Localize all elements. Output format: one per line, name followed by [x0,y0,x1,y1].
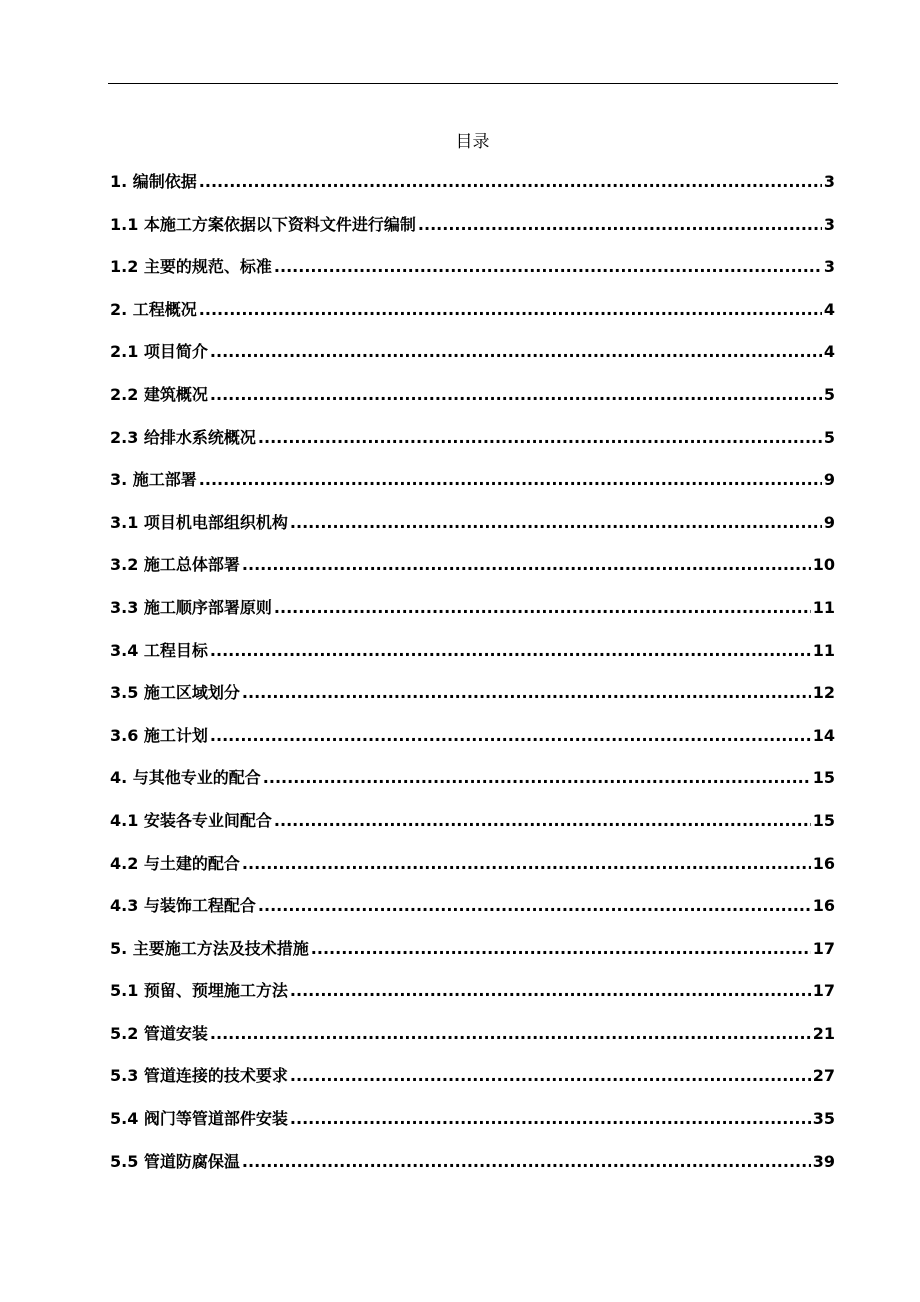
toc-entry-label: 4.2 与土建的配合 [110,853,240,873]
toc-leader-dots [199,298,822,322]
toc-entry-label: 4. 与其他专业的配合 [110,768,261,788]
toc-entry[interactable] [110,511,835,554]
toc-entry-page: 16 [812,896,835,916]
toc-leader-dots [199,170,822,194]
toc-entry[interactable] [110,724,835,767]
toc-leader-dots [242,852,811,876]
toc-leader-dots [290,979,811,1003]
toc-entry-label: 2.1 项目简介 [110,342,208,362]
toc-entry[interactable] [110,1022,835,1065]
toc-leader-dots [290,1107,811,1131]
toc-entry-page: 4 [823,342,835,362]
toc-entry[interactable] [110,553,835,596]
toc-leader-dots [290,1064,811,1088]
toc-entry-label: 1.1 本施工方案依据以下资料文件进行编制 [110,214,416,234]
toc-entry-page: 39 [812,1151,835,1171]
toc-entry[interactable] [110,894,835,937]
toc-leader-dots [274,255,822,279]
toc-entry-label: 5.5 管道防腐保温 [110,1151,240,1171]
toc-entry[interactable] [110,979,835,1022]
toc-entry-label: 4.1 安装各专业间配合 [110,810,272,830]
toc-entry-label: 3. 施工部署 [110,470,197,490]
toc-leader-dots [242,681,811,705]
toc-leader-dots [199,468,822,492]
toc-entry[interactable] [110,298,835,341]
toc-leader-dots [210,383,822,407]
toc-entry[interactable] [110,170,835,213]
toc-entry-label: 3.6 施工计划 [110,725,208,745]
toc-entry-page: 5 [823,427,835,447]
toc-leader-dots [274,596,811,620]
toc-entry-page: 3 [823,172,835,191]
toc-entry-label: 3.2 施工总体部署 [110,555,240,575]
toc-title: 目录 [455,132,490,152]
toc-entry[interactable] [110,596,835,639]
toc-entry-page: 4 [823,299,835,319]
toc-entry-label: 5.2 管道安装 [110,1023,208,1043]
toc-entry[interactable] [110,340,835,383]
toc-leader-dots [210,639,811,663]
toc-entry-page: 16 [812,853,835,873]
toc-entry-label: 3.3 施工顺序部署原则 [110,597,272,617]
toc-entry-label: 2.2 建筑概况 [110,384,208,404]
toc-entry[interactable] [110,766,835,809]
toc-entry-page: 11 [812,640,835,660]
toc-entry-label: 2.3 给排水系统概况 [110,427,256,447]
toc-entry[interactable] [110,426,835,469]
toc-leader-dots [242,1150,811,1174]
toc-entry[interactable] [110,255,835,298]
toc-leader-dots [242,553,811,577]
toc-entry-label: 3.1 项目机电部组织机构 [110,512,288,532]
toc-entry[interactable] [110,468,835,511]
toc-leader-dots [258,426,822,450]
toc-entry-label: 1. 编制依据 [110,172,197,191]
toc-entry-page: 9 [823,470,835,490]
toc-entry[interactable] [110,681,835,724]
toc-entry-page: 15 [812,810,835,830]
toc-entry-label: 3.5 施工区域划分 [110,683,240,703]
toc-entry[interactable] [110,809,835,852]
toc-entry[interactable] [110,852,835,895]
toc-entry-label: 5.4 阀门等管道部件安装 [110,1109,288,1129]
toc-leader-dots [274,809,811,833]
toc-leader-dots [418,213,822,237]
toc-entry-page: 17 [812,981,835,1001]
toc-entry-page: 10 [812,555,835,575]
toc-entry-page: 3 [823,214,835,234]
toc-entry-label: 4.3 与装饰工程配合 [110,896,256,916]
toc-entry-label: 5.3 管道连接的技术要求 [110,1066,288,1086]
toc-entry[interactable] [110,639,835,682]
toc-entry[interactable] [110,1150,835,1193]
toc-entry-label: 5.1 预留、预埋施工方法 [110,981,288,1001]
toc-entry[interactable] [110,213,835,256]
toc-leader-dots [290,511,822,535]
toc-leader-dots [258,894,811,918]
toc-leader-dots [311,937,811,961]
header-rule [108,83,838,84]
toc-leader-dots [210,340,822,364]
toc-entry-page: 3 [823,257,835,277]
toc-list [110,170,835,1192]
toc-entry[interactable] [110,1064,835,1107]
toc-entry-page: 5 [823,384,835,404]
toc-entry[interactable] [110,937,835,980]
toc-entry-page: 21 [812,1023,835,1043]
toc-entry-page: 11 [812,597,835,617]
toc-leader-dots [210,724,811,748]
toc-entry-page: 27 [812,1066,835,1086]
toc-entry[interactable] [110,1107,835,1150]
toc-entry-label: 3.4 工程目标 [110,640,208,660]
toc-entry-page: 15 [812,768,835,788]
toc-entry-page: 35 [812,1109,835,1129]
toc-entry[interactable] [110,383,835,426]
toc-entry-page: 14 [812,725,835,745]
toc-leader-dots [263,766,811,790]
toc-leader-dots [210,1022,811,1046]
toc-entry-page: 9 [823,512,835,532]
toc-entry-label: 2. 工程概况 [110,299,197,319]
toc-entry-page: 17 [812,938,835,958]
toc-entry-page: 12 [812,683,835,703]
toc-entry-label: 5. 主要施工方法及技术措施 [110,938,309,958]
toc-entry-label: 1.2 主要的规范、标准 [110,257,272,277]
